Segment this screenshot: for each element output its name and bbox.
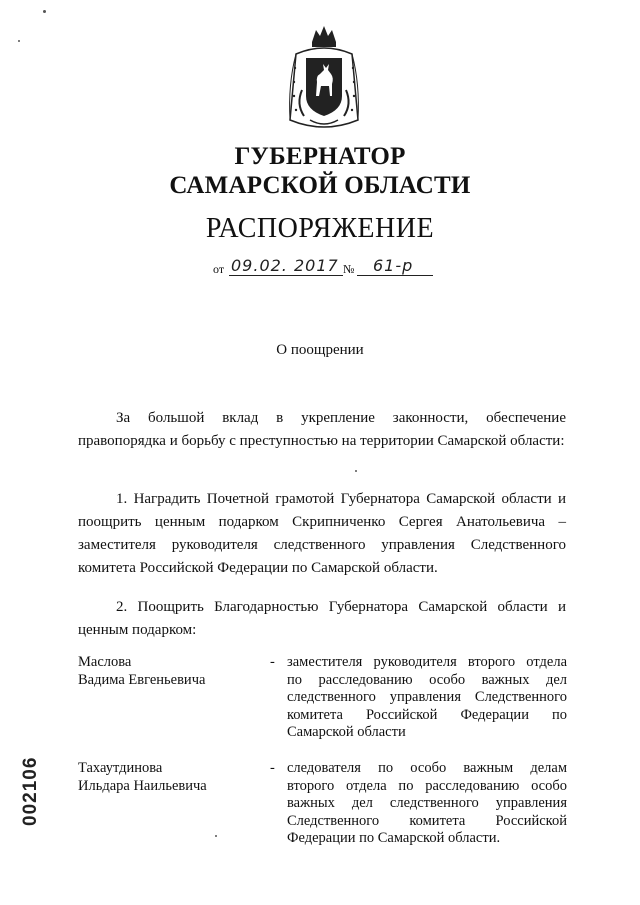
recipient-surname: Тахаутдинова <box>78 760 163 776</box>
position-line: Самарской области <box>287 724 406 740</box>
handwritten-date: 09.02. 2017 <box>231 256 339 275</box>
position-line: по расследованию особо важных дел <box>287 671 567 688</box>
position-line: Федерации по Самарской области. <box>287 830 501 846</box>
intro-paragraph: За большой вклад в укрепление законности, обеспечение правопорядка и борьбу с преступностью на территории Самарской области: <box>78 410 566 449</box>
recipient-position <box>287 654 567 742</box>
position-line: второго отдела по расследованию особо <box>287 777 567 794</box>
date-prefix: от <box>213 262 225 276</box>
governor-title-line1: ГУБЕРНАТОР <box>234 143 406 170</box>
number-prefix: № <box>343 262 355 276</box>
recipient-surname: Маслова <box>78 654 132 670</box>
scan-speck <box>43 10 46 13</box>
order-date-number-line <box>213 256 433 280</box>
position-line: комитета Российской Федерации по <box>287 706 567 723</box>
recipient-given-names: Ильдара Наильевича <box>78 777 207 794</box>
position-line: следственного управления Следственного <box>287 689 567 705</box>
recipient-name <box>78 654 258 689</box>
recipient-given-names: Вадима Евгеньевича <box>78 671 206 688</box>
document-serial-stamp: 002106 <box>20 756 41 826</box>
recipient-position <box>287 760 567 848</box>
scan-speck <box>355 470 357 472</box>
recipient-dash: - <box>270 654 275 670</box>
recipient-name <box>78 760 258 795</box>
scan-speck <box>18 40 20 42</box>
item-1-paragraph: 1. Наградить Почетной грамотой Губернатора Самарской области и поощрить ценным подарком Скрипниченко Сергея Анатольевича – заместителя руководителя следственного управления Следственного комитета Российской Федерации по Самарской области. <box>78 491 566 576</box>
position-line: Следственного комитета Российской <box>287 812 567 829</box>
handwritten-number: 61-р <box>373 256 414 275</box>
document-type: РАСПОРЯЖЕНИЕ <box>205 213 435 244</box>
document-subject: О поощрении <box>276 342 364 358</box>
position-line: следователя по особо важным делам <box>287 760 567 776</box>
position-line: важных дел следственного управления <box>287 795 567 811</box>
recipient-dash: - <box>270 760 275 776</box>
coat-of-arms-icon <box>286 24 362 136</box>
item-2-paragraph: 2. Поощрить Благодарностью Губернатора Самарской области и ценным подарком: <box>78 599 566 638</box>
position-line: заместителя руководителя второго отдела <box>287 654 567 670</box>
governor-title-line2: САМАРСКОЙ ОБЛАСТИ <box>169 172 471 199</box>
scan-speck <box>215 835 217 837</box>
